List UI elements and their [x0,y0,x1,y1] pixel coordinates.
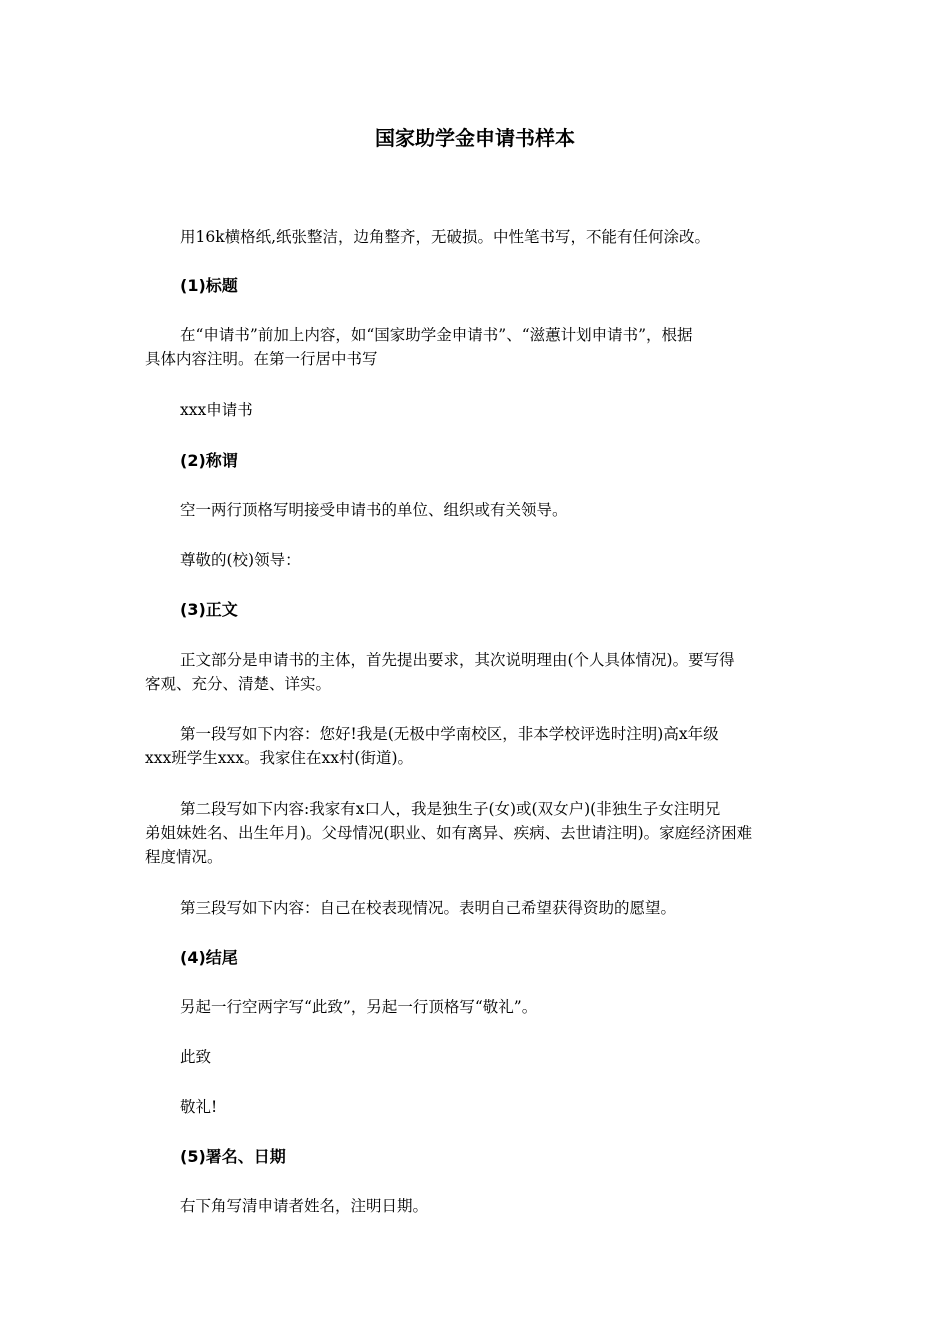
section2-paragraph [145,498,810,522]
paragraph-line: 程度情况。 [145,848,223,866]
section3-paragraph-4 [145,896,810,920]
paragraph-line: 客观、充分、清楚、详实。 [145,675,332,693]
paragraph-line: 具体内容注明。在第一行居中书写 [145,350,378,368]
section3-paragraph-3 [145,797,810,869]
section2-example [145,548,810,572]
paragraph-line: xxx班学生xxx。我家住在xx村(街道)。 [145,749,414,767]
example-line: 敬礼! [180,1098,218,1116]
paragraph-line: 第一段写如下内容：您好!我是(无极中学南校区，非本学校评选时注明)高x年级 [180,725,719,743]
intro-paragraph [145,225,810,249]
section-heading-closing: (4)结尾 [180,948,238,967]
document-title: 国家助学金申请书样本 [375,126,575,150]
paragraph-line: 在“申请书”前加上内容，如“国家助学金申请书”、“滋蕙计划申请书”，根据 [180,326,693,344]
section4-example-2 [145,1095,810,1119]
example-line: 尊敬的(校)领导： [180,551,301,569]
section3-paragraph-1 [145,648,810,696]
intro-line: 用16k横格纸,纸张整洁，边角整齐，无破损。中性笔书写，不能有任何涂改。 [180,228,711,246]
section4-example-1 [145,1045,810,1069]
section3-paragraph-2 [145,722,810,770]
section-heading-signature-date: (5)署名、日期 [180,1147,286,1166]
section-heading-title: (1)标题 [180,276,238,295]
section-heading-salutation: (2)称谓 [180,451,238,470]
paragraph-line: 空一两行顶格写明接受申请书的单位、组织或有关领导。 [180,501,568,519]
paragraph-line: 正文部分是申请书的主体，首先提出要求，其次说明理由(个人具体情况)。要写得 [180,651,735,669]
section1-example [145,398,810,422]
paragraph-line: 右下角写清申请者姓名，注明日期。 [180,1197,429,1215]
example-line: xxx申请书 [180,401,253,419]
paragraph-line: 另起一行空两字写“此致”，另起一行顶格写“敬礼”。 [180,998,538,1016]
paragraph-line: 第三段写如下内容：自己在校表现情况。表明自己希望获得资助的愿望。 [180,899,677,917]
example-line: 此致 [180,1048,212,1066]
section4-paragraph [145,995,810,1019]
paragraph-line: 弟姐妹姓名、出生年月)。父母情况(职业、如有离异、疾病、去世请注明)。家庭经济困难 [145,824,753,842]
section1-paragraph [145,323,810,371]
section-heading-body: (3)正文 [180,600,238,619]
section5-paragraph [145,1194,810,1218]
paragraph-line: 第二段写如下内容:我家有x口人，我是独生子(女)或(双女户)(非独生子女注明兄 [180,800,721,818]
